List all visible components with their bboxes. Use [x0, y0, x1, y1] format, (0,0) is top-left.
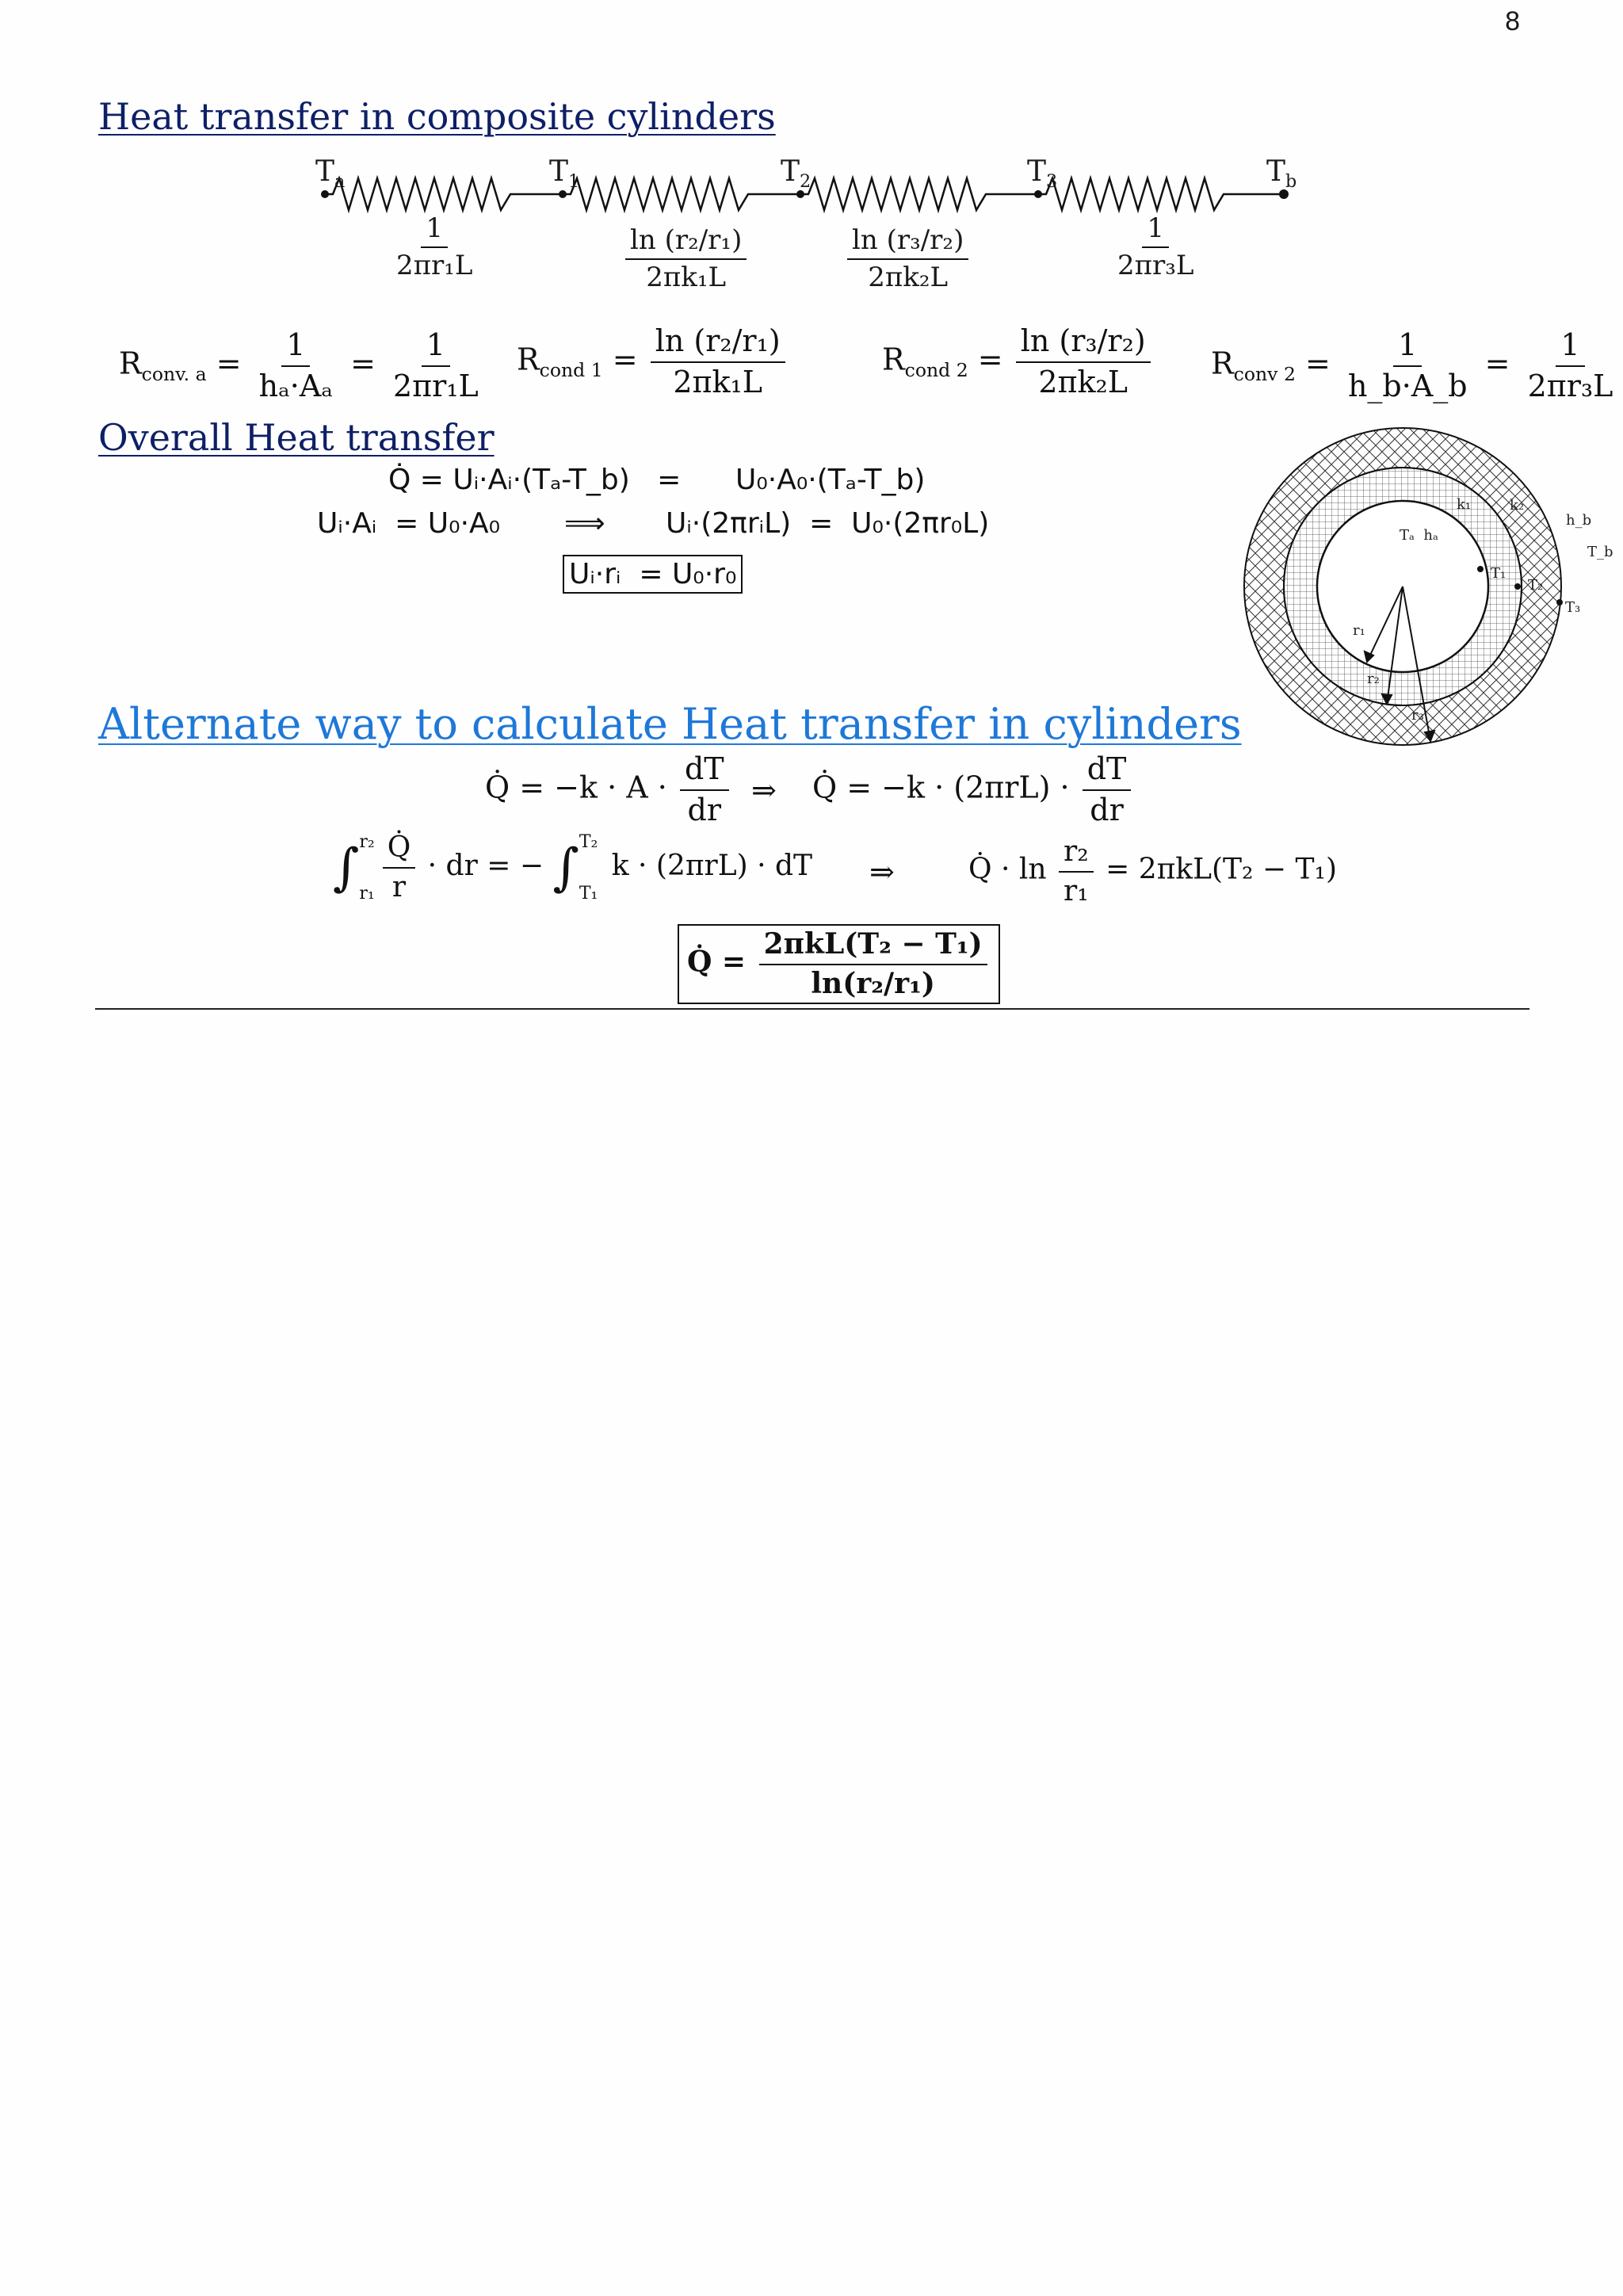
- label-k2: k₂: [1510, 497, 1525, 514]
- label-t2-diagram: T₂: [1528, 577, 1544, 594]
- resistance-3: $\frac{\text{ln (r₃/r₂)}}{\text{2πk₂L}}$: [844, 226, 972, 293]
- overall-eq-3-boxed: Uᵢ·rᵢ = U₀·r₀: [563, 555, 743, 594]
- overall-eq-2-left: Uᵢ·Aᵢ = U₀·A₀: [317, 507, 501, 540]
- overall-eq-2-arrow: ⟹: [564, 507, 605, 540]
- label-t3: $T_3$: [1027, 155, 1058, 193]
- label-tb: $T_b$: [1266, 155, 1297, 193]
- fourier-arrow: ⇒: [751, 773, 777, 808]
- label-ta: $T_a$: [315, 155, 346, 193]
- rconv-a-definition: $R_{conv. a}$ = $\frac{1}{\text{hₐ·Aₐ}}$ = $\frac{1}{\text{2πr₁L}}$: [119, 327, 479, 403]
- page-number: 8: [1505, 6, 1520, 36]
- resistance-network: [309, 159, 1316, 214]
- section-divider: [95, 1008, 1529, 1010]
- fourier-law-general: Q̇ = −k · A · $\frac{dT}{dr}$: [485, 753, 732, 827]
- label-r3: r₃: [1411, 707, 1424, 724]
- section-title-composite: Heat transfer in composite cylinders: [98, 95, 776, 138]
- label-t3-diagram: T₃: [1565, 599, 1581, 616]
- label-r2: r₂: [1367, 670, 1380, 687]
- integral-equation: ∫ r₂ r₁ $\frac{Q̇}{r}$ · dr = − ∫ T₂ T₁ k · (2πrL) · dT: [333, 831, 813, 904]
- label-hb: h_b: [1566, 512, 1592, 529]
- label-r1: r₁: [1353, 622, 1365, 639]
- fourier-law-cylinder: Q̇ = −k · (2πrL) · $\frac{dT}{dr}$: [812, 753, 1134, 827]
- overall-eq-1: Q̇ = Uᵢ·Aᵢ·(Tₐ-T_b) = U₀·A₀·(Tₐ-T_b): [388, 464, 926, 496]
- final-heat-transfer-result: Q̇ = $\frac{\text{2πkL(T₂ − T₁)}}{\text{ln(r₂/r₁)}}$: [678, 924, 1000, 1004]
- label-t1-diagram: T₁: [1491, 565, 1507, 582]
- label-k1: k₁: [1457, 496, 1472, 513]
- resistance-4: $\frac{1}{\text{2πr₃L}}$: [1117, 212, 1194, 282]
- resistance-1: $\frac{1}{\text{2πr₁L}}$: [396, 212, 473, 282]
- rconv-2-definition: $R_{conv 2}$ = $\frac{1}{h\_b\cdot A\_b}$ = $\frac{1}{\text{2πr₃L}}$: [1211, 327, 1613, 403]
- rcond-1-definition: $R_{cond 1}$ = $\frac{\text{ln (r₂/r₁)}}{\text{2πk₁L}}$: [517, 325, 789, 399]
- label-t2: $T_2$: [781, 155, 812, 193]
- section-title-alternate: Alternate way to calculate Heat transfer in cylinders: [98, 699, 1242, 749]
- integrated-result: Q̇ · ln $\frac{\text{r₂}}{\text{r₁}}$ = 2πkL(T₂ − T₁): [968, 835, 1338, 907]
- overall-eq-2-right: Uᵢ·(2πrᵢL) = U₀·(2πr₀L): [666, 507, 990, 540]
- rcond-2-definition: $R_{cond 2}$ = $\frac{\text{ln (r₃/r₂)}}{\text{2πk₂L}}$: [882, 325, 1154, 399]
- label-t1: $T_1$: [549, 155, 580, 193]
- label-tb-diagram: T_b: [1587, 544, 1613, 560]
- label-ta-ha: Tₐ hₐ: [1400, 527, 1438, 544]
- resistance-2: $\frac{\text{ln (r₂/r₁)}}{\text{2πk₁L}}$: [622, 226, 750, 293]
- section-title-overall: Overall Heat transfer: [98, 416, 495, 459]
- integral-arrow: ⇒: [869, 854, 895, 889]
